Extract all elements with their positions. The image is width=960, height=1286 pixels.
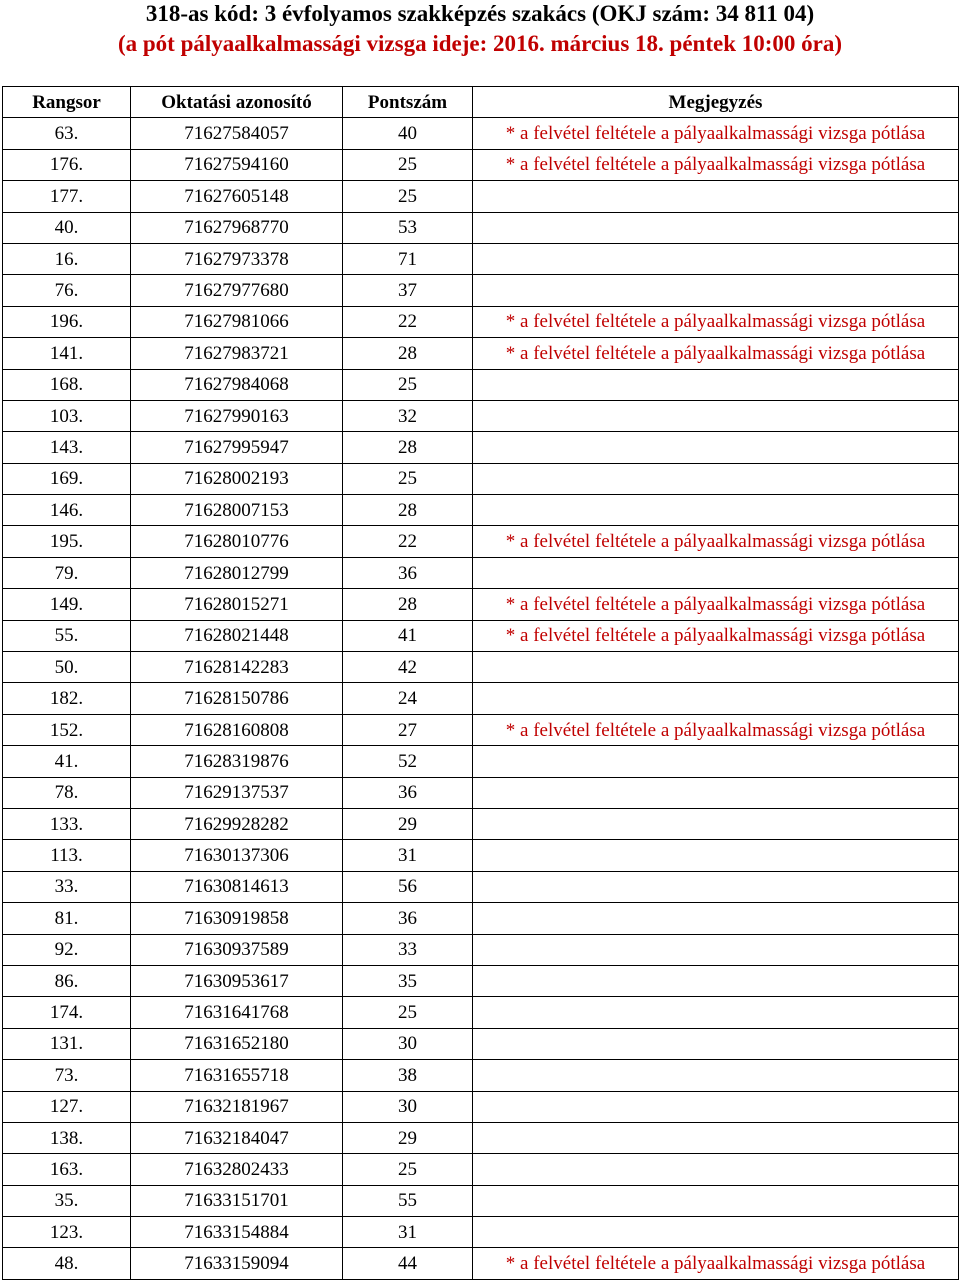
id-cell: 71628021448 [131,620,343,651]
id-cell: 71628319876 [131,746,343,777]
points-cell: 53 [343,212,473,243]
id-cell: 71628010776 [131,526,343,557]
table-row [3,746,959,777]
rank-cell: 103. [3,400,131,431]
table-row [3,1154,959,1185]
rank-cell: 149. [3,589,131,620]
id-cell: 71630137306 [131,840,343,871]
rank-cell: 146. [3,495,131,526]
id-cell: 71627973378 [131,243,343,274]
note-cell [473,965,959,996]
rank-cell: 127. [3,1091,131,1122]
id-cell: 71627995947 [131,432,343,463]
points-cell: 25 [343,181,473,212]
table-row [3,1248,959,1279]
points-cell: 36 [343,557,473,588]
table-row [3,777,959,808]
table-row [3,965,959,996]
points-cell: 33 [343,934,473,965]
rank-cell: 55. [3,620,131,651]
table-row [3,714,959,745]
rank-cell: 113. [3,840,131,871]
rank-cell: 138. [3,1122,131,1153]
id-cell: 71629137537 [131,777,343,808]
note-cell [473,1028,959,1059]
rank-cell: 76. [3,275,131,306]
column-header-id: Oktatási azonosító [131,87,343,118]
rank-cell: 73. [3,1060,131,1091]
points-cell: 22 [343,306,473,337]
table-row [3,338,959,369]
points-cell: 28 [343,495,473,526]
points-cell: 25 [343,997,473,1028]
note-cell: * a felvétel feltétele a pályaalkalmassági vizsga pótlása [473,306,959,337]
points-cell: 24 [343,683,473,714]
note-cell [473,463,959,494]
id-cell: 71628150786 [131,683,343,714]
note-cell [473,275,959,306]
rank-cell: 86. [3,965,131,996]
note-cell: * a felvétel feltétele a pályaalkalmassági vizsga pótlása [473,338,959,369]
note-cell [473,1185,959,1216]
note-cell [473,1122,959,1153]
points-cell: 29 [343,808,473,839]
id-cell: 71627605148 [131,181,343,212]
points-cell: 25 [343,463,473,494]
points-cell: 27 [343,714,473,745]
id-cell: 71631655718 [131,1060,343,1091]
rank-cell: 92. [3,934,131,965]
table-row [3,1122,959,1153]
id-cell: 71630937589 [131,934,343,965]
table-row [3,463,959,494]
id-cell: 71627983721 [131,338,343,369]
table-header-row [3,87,959,118]
table-row [3,212,959,243]
column-header-note: Megjegyzés [473,87,959,118]
id-cell: 71633154884 [131,1217,343,1248]
note-cell [473,1060,959,1091]
rank-cell: 81. [3,903,131,934]
note-cell [473,400,959,431]
note-cell: * a felvétel feltétele a pályaalkalmassági vizsga pótlása [473,589,959,620]
note-cell [473,683,959,714]
table-row [3,118,959,149]
rank-cell: 63. [3,118,131,149]
id-cell: 71628012799 [131,557,343,588]
id-cell: 71631641768 [131,997,343,1028]
points-cell: 32 [343,400,473,431]
id-cell: 71630919858 [131,903,343,934]
points-cell: 28 [343,432,473,463]
table-row [3,306,959,337]
id-cell: 71629928282 [131,808,343,839]
rank-cell: 78. [3,777,131,808]
rank-cell: 177. [3,181,131,212]
table-row [3,149,959,180]
points-cell: 25 [343,1154,473,1185]
points-cell: 44 [343,1248,473,1279]
points-cell: 25 [343,369,473,400]
table-row [3,808,959,839]
table-row [3,1217,959,1248]
table-row [3,934,959,965]
rank-cell: 195. [3,526,131,557]
points-cell: 40 [343,118,473,149]
id-cell: 71633151701 [131,1185,343,1216]
id-cell: 71628160808 [131,714,343,745]
points-cell: 52 [343,746,473,777]
rank-cell: 141. [3,338,131,369]
points-cell: 36 [343,903,473,934]
id-cell: 71628002193 [131,463,343,494]
table-row [3,243,959,274]
results-table [2,86,959,1280]
id-cell: 71628142283 [131,652,343,683]
rank-cell: 168. [3,369,131,400]
note-cell [473,746,959,777]
note-cell [473,777,959,808]
note-cell [473,495,959,526]
points-cell: 29 [343,1122,473,1153]
table-row [3,400,959,431]
table-row [3,840,959,871]
id-cell: 71632181967 [131,1091,343,1122]
points-cell: 22 [343,526,473,557]
rank-cell: 174. [3,997,131,1028]
note-cell: * a felvétel feltétele a pályaalkalmassági vizsga pótlása [473,714,959,745]
note-cell: * a felvétel feltétele a pályaalkalmassági vizsga pótlása [473,526,959,557]
id-cell: 71633159094 [131,1248,343,1279]
table-row [3,1185,959,1216]
table-row [3,620,959,651]
points-cell: 56 [343,871,473,902]
table-row [3,369,959,400]
page-title: 318-as kód: 3 évfolyamos szakképzés szakács (OKJ szám: 34 811 04) [145,1,815,26]
table-row [3,1091,959,1122]
note-cell [473,808,959,839]
id-cell: 71631652180 [131,1028,343,1059]
column-header-rank: Rangsor [3,87,131,118]
note-cell [473,1091,959,1122]
id-cell: 71627984068 [131,369,343,400]
table-row [3,589,959,620]
note-cell [473,903,959,934]
rank-cell: 48. [3,1248,131,1279]
table-row [3,871,959,902]
note-cell [473,243,959,274]
rank-cell: 152. [3,714,131,745]
note-cell: * a felvétel feltétele a pályaalkalmassági vizsga pótlása [473,620,959,651]
table-row [3,1060,959,1091]
rank-cell: 182. [3,683,131,714]
rank-cell: 41. [3,746,131,777]
rank-cell: 143. [3,432,131,463]
id-cell: 71628015271 [131,589,343,620]
rank-cell: 133. [3,808,131,839]
table-row [3,432,959,463]
note-cell [473,934,959,965]
id-cell: 71627981066 [131,306,343,337]
table-row [3,495,959,526]
table-row [3,652,959,683]
rank-cell: 50. [3,652,131,683]
points-cell: 31 [343,840,473,871]
points-cell: 36 [343,777,473,808]
id-cell: 71632802433 [131,1154,343,1185]
note-cell: * a felvétel feltétele a pályaalkalmassági vizsga pótlása [473,118,959,149]
points-cell: 28 [343,338,473,369]
table-row [3,526,959,557]
table-row [3,181,959,212]
note-cell [473,212,959,243]
points-cell: 37 [343,275,473,306]
table-row [3,683,959,714]
rank-cell: 123. [3,1217,131,1248]
table-row [3,903,959,934]
rank-cell: 35. [3,1185,131,1216]
id-cell: 71627968770 [131,212,343,243]
points-cell: 41 [343,620,473,651]
table-row [3,557,959,588]
page-subtitle: (a pót pályaalkalmassági vizsga ideje: 2016. március 18. péntek 10:00 óra) [117,31,843,56]
rank-cell: 131. [3,1028,131,1059]
points-cell: 30 [343,1028,473,1059]
id-cell: 71628007153 [131,495,343,526]
rank-cell: 176. [3,149,131,180]
id-cell: 71630814613 [131,871,343,902]
points-cell: 42 [343,652,473,683]
points-cell: 28 [343,589,473,620]
points-cell: 30 [343,1091,473,1122]
rank-cell: 79. [3,557,131,588]
table-row [3,997,959,1028]
note-cell [473,432,959,463]
rank-cell: 40. [3,212,131,243]
rank-cell: 169. [3,463,131,494]
rank-cell: 163. [3,1154,131,1185]
points-cell: 25 [343,149,473,180]
note-cell [473,840,959,871]
note-cell [473,1154,959,1185]
id-cell: 71630953617 [131,965,343,996]
points-cell: 55 [343,1185,473,1216]
rank-cell: 196. [3,306,131,337]
id-cell: 71627990163 [131,400,343,431]
note-cell [473,1217,959,1248]
points-cell: 35 [343,965,473,996]
points-cell: 71 [343,243,473,274]
rank-cell: 16. [3,243,131,274]
note-cell: * a felvétel feltétele a pályaalkalmassági vizsga pótlása [473,149,959,180]
note-cell [473,871,959,902]
table-row [3,275,959,306]
table-row [3,1028,959,1059]
note-cell [473,997,959,1028]
id-cell: 71627584057 [131,118,343,149]
column-header-points: Pontszám [343,87,473,118]
id-cell: 71632184047 [131,1122,343,1153]
id-cell: 71627594160 [131,149,343,180]
note-cell [473,369,959,400]
points-cell: 38 [343,1060,473,1091]
id-cell: 71627977680 [131,275,343,306]
rank-cell: 33. [3,871,131,902]
note-cell: * a felvétel feltétele a pályaalkalmassági vizsga pótlása [473,1248,959,1279]
note-cell [473,181,959,212]
points-cell: 31 [343,1217,473,1248]
note-cell [473,557,959,588]
note-cell [473,652,959,683]
